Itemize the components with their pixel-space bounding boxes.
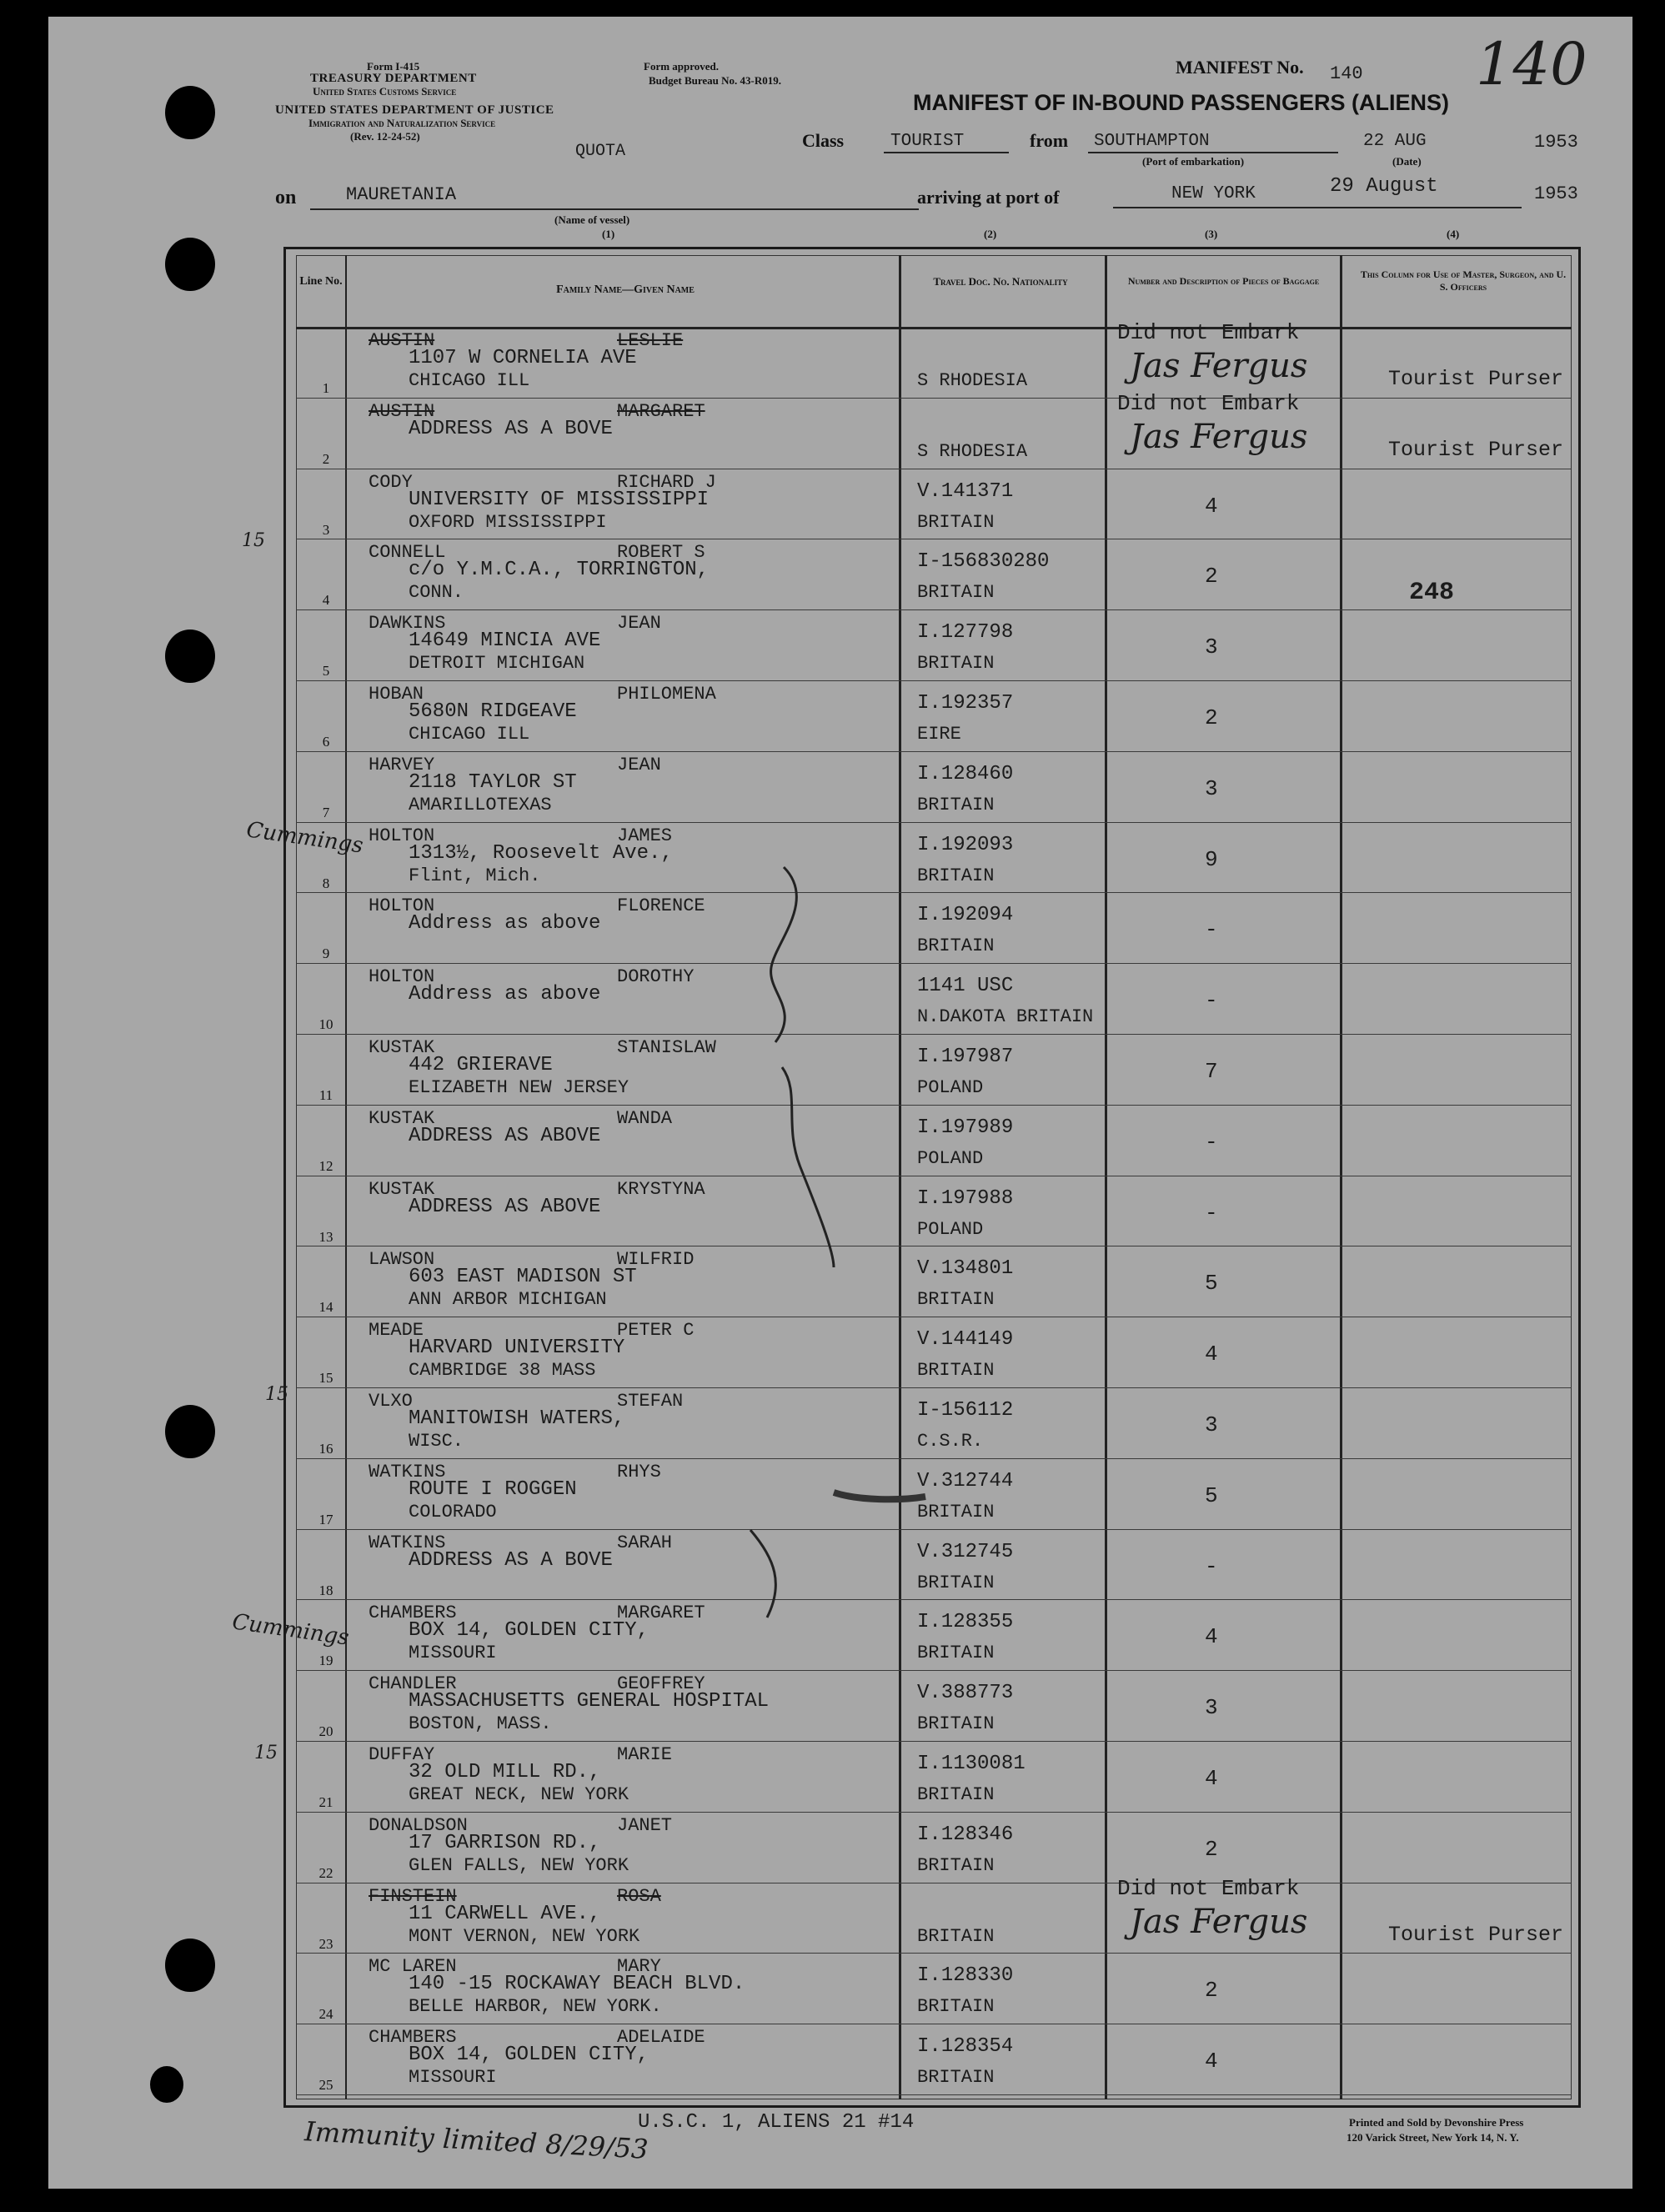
family-name: CHAMBERS [369, 1603, 457, 1623]
baggage-count: 2 [1205, 564, 1218, 589]
officer-note: Tourist Purser [1388, 1923, 1564, 1947]
given-name: PHILOMENA [617, 684, 716, 705]
travel-doc-no: V.134801 [917, 1257, 1014, 1280]
from-value: SOUTHAMPTON [1094, 132, 1210, 151]
col-header-baggage: Number and Description of Pieces of Baggage [1127, 275, 1320, 287]
line-number: 19 [318, 1653, 334, 1668]
nationality: BRITAIN [917, 1926, 995, 1947]
family-name: HOBAN [369, 684, 424, 705]
form-id: Form I-415 [367, 60, 420, 73]
address-line-1: 11 CARWELL AVE., [409, 1903, 601, 1925]
nationality: BRITAIN [917, 2067, 995, 2088]
travel-doc-no: V.312744 [917, 1470, 1014, 1492]
margin-note-2: Cummings [230, 1609, 351, 1651]
travel-doc-no: I.197987 [917, 1046, 1014, 1068]
line-number: 9 [322, 945, 330, 961]
given-name: WILFRID [617, 1249, 695, 1270]
usc-footer: U.S.C. 1, ALIENS 21 #14 [638, 2111, 915, 2134]
nationality: BRITAIN [917, 795, 995, 815]
address-line-1: 2118 TAYLOR ST [409, 771, 577, 794]
nationality: BRITAIN [917, 1713, 995, 1734]
address-line-1: 32 OLD MILL RD., [409, 1761, 601, 1783]
baggage-count: Did not Embark [1117, 320, 1300, 345]
given-name: ROBERT S [617, 542, 705, 563]
family-name: HARVEY [369, 755, 435, 775]
family-name: DAWKINS [369, 613, 446, 634]
address-line-1: ADDRESS AS ABOVE [409, 1196, 601, 1218]
address-line-1: ADDRESS AS ABOVE [409, 1125, 601, 1147]
given-name: JEAN [617, 613, 661, 634]
baggage-count: 2 [1205, 1978, 1218, 2003]
address-line-2: MONT VERNON, NEW YORK [409, 1926, 640, 1947]
margin-number-1: 15 [242, 530, 265, 551]
line-number: 4 [322, 592, 330, 608]
arriving-label: arriving at port of [917, 187, 1060, 208]
given-name: LESLIE [617, 330, 684, 351]
given-name: JEAN [617, 755, 661, 775]
nationality: BRITAIN [917, 865, 995, 886]
nationality: S RHODESIA [917, 441, 1028, 462]
family-name: MC LAREN [369, 1956, 457, 1977]
family-name: HOLTON [369, 895, 435, 916]
nationality: BRITAIN [917, 1572, 995, 1593]
embark-year: 1953 [1534, 132, 1578, 153]
address-line-2: BELLE HARBOR, NEW YORK. [409, 1996, 662, 2017]
baggage-count: - [1205, 1201, 1218, 1226]
purser-signature: Jas Fergus [1130, 418, 1308, 456]
line-number: 7 [322, 805, 330, 820]
nationality: N.DAKOTA BRITAIN [917, 1006, 1094, 1027]
family-name: MEADE [369, 1320, 424, 1341]
travel-doc-no: I.192094 [917, 904, 1014, 926]
purser-signature: Jas Fergus [1130, 347, 1308, 385]
col-num-2: (2) [984, 228, 997, 240]
date-caption: (Date) [1392, 155, 1422, 168]
travel-doc-no: V.141371 [917, 480, 1014, 503]
travel-doc-no: I.1130081 [917, 1753, 1026, 1775]
baggage-count: 9 [1205, 847, 1218, 872]
address-line-1: MANITOWISH WATERS, [409, 1407, 625, 1430]
address-line-2: AMARILLOTEXAS [409, 795, 552, 815]
address-line-1: c/o Y.M.C.A., TORRINGTON, [409, 559, 710, 581]
manifest-title: MANIFEST OF IN-BOUND PASSENGERS (ALIENS) [913, 90, 1450, 115]
family-name: FINSTEIN [369, 1886, 457, 1907]
manifest-no-handwritten: 140 [1476, 30, 1587, 98]
line-number: 21 [318, 1794, 334, 1810]
baggage-count: 3 [1205, 635, 1218, 660]
family-name: CONNELL [369, 542, 446, 563]
quota-label: QUOTA [575, 142, 626, 161]
given-name: DOROTHY [617, 966, 695, 987]
given-name: MARIE [617, 1744, 673, 1765]
line-number: 8 [322, 875, 330, 891]
travel-doc-no: I-156830280 [917, 550, 1050, 573]
address-line-1: ROUTE I ROGGEN [409, 1478, 577, 1501]
line-number: 22 [318, 1865, 334, 1881]
address-line-2: ANN ARBOR MICHIGAN [409, 1289, 607, 1310]
address-line-2: Flint, Mich. [409, 865, 541, 886]
address-line-2: OXFORD MISSISSIPPI [409, 512, 607, 533]
nationality: BRITAIN [917, 582, 995, 603]
address-line-1: 603 EAST MADISON ST [409, 1266, 637, 1288]
nationality: POLAND [917, 1219, 984, 1240]
nationality: BRITAIN [917, 512, 995, 533]
address-line-1: Address as above [409, 912, 601, 935]
line-number: 14 [318, 1299, 334, 1315]
given-name: WANDA [617, 1108, 673, 1129]
address-line-1: MASSACHUSETTS GENERAL HOSPITAL [409, 1690, 770, 1713]
class-label: Class [802, 130, 845, 151]
budget-bureau: Budget Bureau No. 43-R019. [649, 74, 782, 87]
given-name: MARGARET [617, 1603, 705, 1623]
travel-doc-no: I.192357 [917, 692, 1014, 715]
address-line-1: ADDRESS AS A BOVE [409, 1549, 613, 1572]
address-line-2: DETROIT MICHIGAN [409, 653, 585, 674]
address-line-1: Address as above [409, 983, 601, 1006]
baggage-count: 4 [1205, 1766, 1218, 1791]
family-name: CHAMBERS [369, 2027, 457, 2048]
baggage-count: - [1205, 1554, 1218, 1579]
class-value: TOURIST [890, 132, 965, 151]
col-header-name: Family Name—Given Name [556, 283, 695, 296]
family-name: LAWSON [369, 1249, 435, 1270]
baggage-count: Did not Embark [1117, 1876, 1300, 1901]
line-number: 10 [318, 1016, 334, 1032]
address-line-2: MISSOURI [409, 1643, 497, 1663]
address-line-1: HARVARD UNIVERSITY [409, 1337, 625, 1359]
printer-line-1: Printed and Sold by Devonshire Press [1349, 2116, 1524, 2129]
address-line-2: ELIZABETH NEW JERSEY [409, 1077, 629, 1098]
address-line-1: 442 GRIERAVE [409, 1054, 553, 1076]
form-approved: Form approved. [644, 60, 720, 73]
nationality: BRITAIN [917, 1289, 995, 1310]
customs-label: United States Customs Service [313, 85, 457, 98]
baggage-count: Did not Embark [1117, 391, 1300, 416]
family-name: AUSTIN [369, 330, 435, 351]
line-number: 20 [318, 1723, 334, 1739]
line-number: 13 [318, 1229, 334, 1245]
travel-doc-no: 1141 USC [917, 975, 1014, 997]
family-name: CODY [369, 472, 413, 493]
travel-doc-no: I.192093 [917, 834, 1014, 856]
nationality: BRITAIN [917, 1996, 995, 2017]
justice-label: UNITED STATES DEPARTMENT OF JUSTICE [275, 103, 554, 117]
line-number: 25 [318, 2077, 334, 2093]
given-name: STEFAN [617, 1391, 684, 1412]
travel-doc-no: I.128460 [917, 763, 1014, 785]
address-line-2: CHICAGO ILL [409, 370, 530, 391]
address-line-2: MISSOURI [409, 2067, 497, 2088]
treasury-label: TREASURY DEPARTMENT [310, 72, 477, 85]
line-number: 24 [318, 2006, 334, 2022]
travel-doc-no: I.197988 [917, 1187, 1014, 1210]
manifest-no: 140 [1330, 63, 1363, 84]
travel-doc-no: I.128355 [917, 1611, 1014, 1633]
printer-line-2: 120 Varick Street, New York 14, N. Y. [1347, 2131, 1519, 2144]
address-line-1: 5680N RIDGEAVE [409, 700, 577, 723]
baggage-count: 3 [1205, 776, 1218, 801]
given-name: MARY [617, 1956, 661, 1977]
officer-note: Tourist Purser [1388, 367, 1564, 391]
baggage-count: 5 [1205, 1483, 1218, 1508]
address-line-1: 140 -15 ROCKAWAY BEACH BLVD. [409, 1973, 745, 1995]
family-name: HOLTON [369, 825, 435, 846]
line-number: 6 [322, 734, 330, 750]
line-number: 12 [318, 1158, 334, 1174]
margin-number-3: 15 [254, 1743, 278, 1763]
address-line-2: WISC. [409, 1431, 464, 1452]
nationality: BRITAIN [917, 653, 995, 674]
nationality: BRITAIN [917, 1855, 995, 1876]
manifest-no-label: MANIFEST No. [1176, 57, 1304, 78]
officer-note: 248 [1409, 579, 1455, 607]
line-number: 16 [318, 1441, 334, 1457]
address-line-2: GREAT NECK, NEW YORK [409, 1784, 629, 1805]
officer-note: Tourist Purser [1388, 438, 1564, 462]
nationality: BRITAIN [917, 1643, 995, 1663]
col-header-officers: This Column for Use of Master, Surgeon, and U. S. Officers [1360, 268, 1567, 293]
given-name: ROSA [617, 1886, 661, 1907]
on-label: on [275, 187, 297, 208]
travel-doc-no: V.312745 [917, 1541, 1014, 1563]
margin-number-2: 15 [265, 1384, 288, 1405]
address-line-2: GLEN FALLS, NEW YORK [409, 1855, 629, 1876]
nationality: BRITAIN [917, 1784, 995, 1805]
line-number: 18 [318, 1583, 334, 1598]
given-name: SARAH [617, 1532, 673, 1553]
address-line-1: BOX 14, GOLDEN CITY, [409, 2044, 649, 2066]
col-header-line: Line No. [299, 275, 343, 288]
nationality: S RHODESIA [917, 370, 1028, 391]
col-num-3: (3) [1205, 228, 1218, 240]
nationality: BRITAIN [917, 1502, 995, 1522]
nationality: POLAND [917, 1148, 984, 1169]
given-name: PETER C [617, 1320, 695, 1341]
baggage-count: 2 [1205, 705, 1218, 730]
address-line-1: 1313½, Roosevelt Ave., [409, 842, 673, 865]
baggage-count: - [1205, 917, 1218, 942]
baggage-count: 7 [1205, 1059, 1218, 1084]
travel-doc-no: V.388773 [917, 1682, 1014, 1704]
address-line-1: 17 GARRISON RD., [409, 1832, 601, 1854]
travel-doc-no: I-156112 [917, 1399, 1014, 1422]
nationality: BRITAIN [917, 935, 995, 956]
col-header-doc: Travel Doc. No. Nationality [933, 275, 1068, 288]
family-name: KUSTAK [369, 1037, 435, 1058]
family-name: HOLTON [369, 966, 435, 987]
nationality: POLAND [917, 1077, 984, 1098]
given-name: RHYS [617, 1462, 661, 1482]
margin-note-1: Cummings [244, 817, 365, 859]
given-name: JAMES [617, 825, 673, 846]
address-line-2: CONN. [409, 582, 464, 603]
rev-label: (Rev. 12-24-52) [350, 130, 420, 143]
given-name: FLORENCE [617, 895, 705, 916]
address-line-2: COLORADO [409, 1502, 497, 1522]
travel-doc-no: I.128330 [917, 1964, 1014, 1987]
from-label: from [1030, 130, 1069, 151]
line-number: 23 [318, 1936, 334, 1952]
family-name: WATKINS [369, 1532, 446, 1553]
baggage-count: 4 [1205, 1342, 1218, 1367]
family-name: KUSTAK [369, 1108, 435, 1129]
arrival-date: 29 August [1330, 175, 1438, 198]
baggage-count: 4 [1205, 2049, 1218, 2074]
travel-doc-no: I.127798 [917, 621, 1014, 644]
address-line-2: CAMBRIDGE 38 MASS [409, 1360, 596, 1381]
travel-doc-no: I.197989 [917, 1116, 1014, 1139]
line-number: 5 [322, 663, 330, 679]
family-name: KUSTAK [369, 1179, 435, 1200]
purser-signature: Jas Fergus [1130, 1903, 1308, 1941]
address-line-2: CHICAGO ILL [409, 724, 530, 745]
baggage-count: 2 [1205, 1837, 1218, 1862]
handwritten-footer-note: Immunity limited 8/29/53 [303, 2115, 649, 2165]
address-line-1: 1107 W CORNELIA AVE [409, 347, 637, 369]
line-number: 11 [318, 1087, 334, 1103]
address-line-1: ADDRESS AS A BOVE [409, 418, 613, 440]
line-number: 3 [322, 522, 330, 538]
travel-doc-no: I.128354 [917, 2035, 1014, 2058]
line-number: 2 [322, 451, 330, 467]
family-name: DUFFAY [369, 1744, 435, 1765]
nationality: BRITAIN [917, 1360, 995, 1381]
family-name: DONALDSON [369, 1815, 468, 1836]
line-number: 1 [322, 380, 330, 396]
baggage-count: 5 [1205, 1271, 1218, 1296]
arrival-year: 1953 [1534, 183, 1578, 204]
given-name: RICHARD J [617, 472, 716, 493]
family-name: AUSTIN [369, 401, 435, 422]
ins-label: Immigration and Naturalization Service [308, 117, 496, 129]
address-line-1: 14649 MINCIA AVE [409, 629, 601, 652]
arrival-port: NEW YORK [1171, 184, 1256, 203]
address-line-2: BOSTON, MASS. [409, 1713, 552, 1734]
vessel-caption: (Name of vessel) [554, 213, 630, 226]
baggage-count: - [1205, 1130, 1218, 1155]
family-name: WATKINS [369, 1462, 446, 1482]
given-name: STANISLAW [617, 1037, 716, 1058]
col-num-4: (4) [1447, 228, 1460, 240]
baggage-count: - [1205, 988, 1218, 1013]
family-name: CHANDLER [369, 1673, 457, 1694]
travel-doc-no: V.144149 [917, 1328, 1014, 1351]
vessel-name: MAURETANIA [346, 184, 457, 205]
line-number: 17 [318, 1512, 334, 1527]
line-number: 15 [318, 1370, 334, 1386]
baggage-count: 3 [1205, 1412, 1218, 1437]
given-name: MARGARET [617, 401, 705, 422]
embark-date: 22 AUG [1363, 132, 1427, 151]
given-name: JANET [617, 1815, 673, 1836]
travel-doc-no: I.128346 [917, 1823, 1014, 1846]
baggage-count: 4 [1205, 494, 1218, 519]
given-name: ADELAIDE [617, 2027, 705, 2048]
given-name: KRYSTYNA [617, 1179, 705, 1200]
family-name: VLXO [369, 1391, 413, 1412]
address-line-1: BOX 14, GOLDEN CITY, [409, 1619, 649, 1642]
nationality: C.S.R. [917, 1431, 984, 1452]
port-caption: (Port of embarkation) [1142, 155, 1245, 168]
given-name: GEOFFREY [617, 1673, 705, 1694]
nationality: EIRE [917, 724, 961, 745]
address-line-1: UNIVERSITY OF MISSISSIPPI [409, 489, 710, 511]
baggage-count: 3 [1205, 1695, 1218, 1720]
col-num-1: (1) [602, 228, 615, 240]
baggage-count: 4 [1205, 1624, 1218, 1649]
